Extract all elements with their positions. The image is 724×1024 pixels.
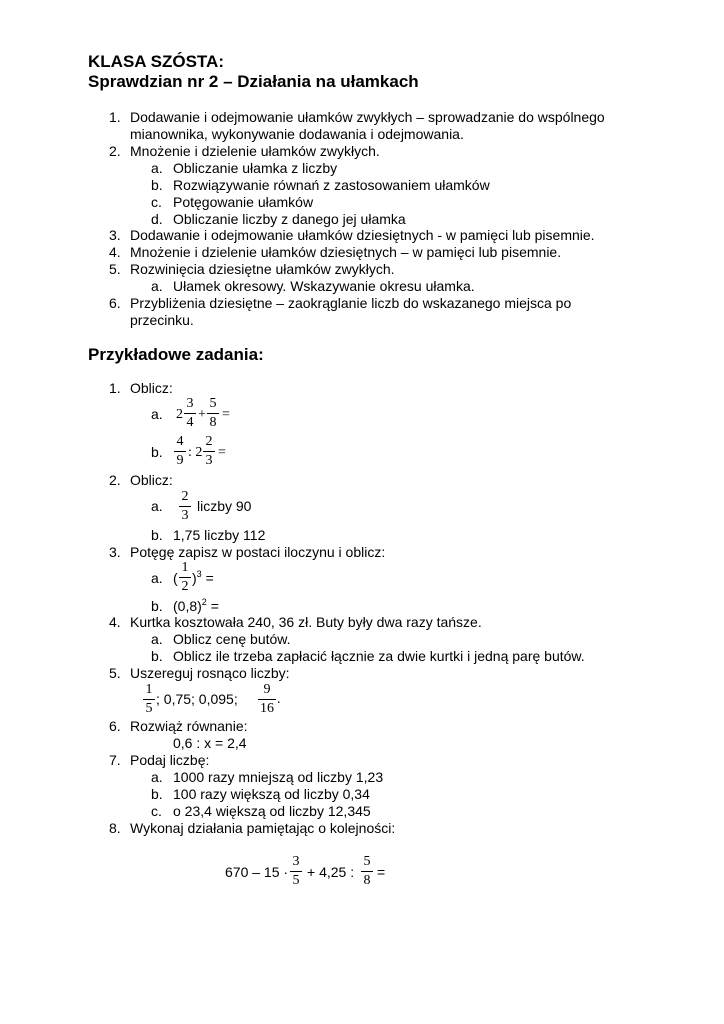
- expression-part: + 4,25 :: [307, 864, 355, 880]
- subtask-letter: b.: [151, 786, 163, 802]
- subtask-text: Oblicz ile trzeba zapłacić łącznie za dwie kurtki i jedną parę butów.: [173, 648, 585, 664]
- task-number: 7.: [109, 752, 121, 768]
- fraction: 5 8: [207, 397, 219, 431]
- fraction: 3 5: [290, 855, 302, 889]
- sublist-item: Ułamek okresowy. Wskazywanie okresu ułamka.: [173, 278, 475, 294]
- task-number: 6.: [109, 718, 121, 734]
- subtask-text: 100 razy większą od liczby 0,34: [173, 786, 370, 802]
- fraction: 3 4: [184, 397, 196, 431]
- power-expression: )$^3$ =: [192, 569, 214, 586]
- fraction: 5 8: [361, 855, 373, 889]
- subtask-letter: a.: [151, 631, 163, 647]
- equals: =: [218, 445, 226, 460]
- sublist-item: Potęgowanie ułamków: [173, 194, 314, 210]
- equals: =: [222, 407, 230, 422]
- sublist-letter: a.: [151, 160, 163, 176]
- list-number: 5.: [109, 261, 121, 277]
- operator: +: [198, 407, 206, 422]
- task-number: 3.: [109, 544, 121, 560]
- subtask-letter: a.: [151, 769, 163, 785]
- fraction: 2 3: [203, 435, 215, 469]
- task-text: Oblicz:: [130, 380, 173, 396]
- equation: 0,6 : x = 2,4: [173, 735, 247, 751]
- subtask-text: o 23,4 większą od liczby 12,345: [173, 803, 371, 819]
- fraction: 1 2: [179, 561, 191, 595]
- equals: =: [377, 864, 386, 880]
- task-number: 1.: [109, 380, 121, 396]
- subtask-text: Oblicz cenę butów.: [173, 631, 291, 647]
- task-text: 1,75 liczby 112: [173, 527, 266, 543]
- task-number: 4.: [109, 614, 121, 630]
- subtask-letter: b.: [151, 527, 163, 543]
- list-number: 6.: [109, 295, 121, 311]
- task-number: 5.: [109, 665, 121, 681]
- operator: : 2: [188, 445, 203, 460]
- list-item: Rozwinięcia dziesiętne ułamków zwykłych.: [130, 261, 395, 277]
- fraction: 9 16: [260, 682, 274, 716]
- power-expression: $(0,8)^2$ =: [173, 597, 219, 614]
- list-number: 3.: [109, 227, 121, 243]
- subtask-text: 1000 razy mniejszą od liczby 1,23: [173, 769, 384, 785]
- list-item-continuation: mianownika, wykonywanie dodawania i odejmowania.: [130, 126, 464, 142]
- list-number: 4.: [109, 244, 121, 260]
- task-number: 2.: [109, 472, 121, 488]
- test-title: Sprawdzian nr 2 – Działania na ułamkach: [88, 72, 419, 91]
- period: .: [277, 692, 281, 707]
- subtask-letter: a.: [151, 570, 163, 586]
- list-item: Przybliżenia dziesiętne – zaokrąglanie liczb do wskazanego miejsca po: [130, 295, 572, 311]
- list-item: Mnożenie i dzielenie ułamków zwykłych.: [130, 143, 380, 159]
- sublist-item: Obliczanie liczby z danego jej ułamka: [173, 211, 406, 227]
- task-text: Oblicz:: [130, 472, 173, 488]
- subtask-letter: b.: [151, 598, 163, 614]
- expression-part: 670 – 15 ·: [225, 864, 289, 880]
- task-text: Podaj liczbę:: [130, 752, 210, 768]
- task-text: Uszereguj rosnąco liczby:: [130, 665, 290, 681]
- sublist-letter: a.: [151, 278, 163, 294]
- sublist-item: Rozwiązywanie równań z zastosowaniem ułamków: [173, 177, 490, 193]
- task-text: Potęgę zapisz w postaci iloczynu i oblicz:: [130, 544, 386, 560]
- number-list: ; 0,75; 0,095;: [156, 691, 238, 707]
- task-text: Rozwiąż równanie:: [130, 718, 248, 734]
- list-item-continuation: przecinku.: [130, 312, 194, 328]
- subtask-letter: b.: [151, 444, 163, 460]
- whole-number: 2: [176, 407, 183, 422]
- task-number: 8.: [109, 820, 121, 836]
- sublist-letter: b.: [151, 177, 163, 193]
- sublist-item: Obliczanie ułamka z liczby: [173, 160, 338, 176]
- class-title: KLASA SZÓSTA:: [88, 52, 224, 71]
- list-item: Dodawanie i odejmowanie ułamków zwykłych – sprowadzanie do wspólnego: [130, 109, 605, 125]
- examples-heading: Przykładowe zadania:: [88, 345, 264, 364]
- subtask-letter: a.: [151, 406, 163, 422]
- paren-open: (: [173, 570, 178, 586]
- subtask-letter: b.: [151, 648, 163, 664]
- sublist-letter: c.: [151, 194, 162, 210]
- fraction: 4 9: [174, 435, 186, 469]
- list-item: Mnożenie i dzielenie ułamków dziesiętnych – w pamięci lub pisemnie.: [130, 244, 562, 260]
- task-text: liczby 90: [197, 498, 252, 514]
- sublist-letter: d.: [151, 211, 163, 227]
- list-number: 2.: [109, 143, 121, 159]
- fraction: 1 5: [143, 683, 155, 717]
- task-text: Kurtka kosztowała 240, 36 zł. Buty były dwa razy tańsze.: [130, 614, 482, 630]
- subtask-letter: c.: [151, 803, 162, 819]
- list-number: 1.: [109, 109, 121, 125]
- fraction: 2 3: [179, 490, 191, 524]
- subtask-letter: a.: [151, 498, 163, 514]
- task-text: Wykonaj działania pamiętając o kolejności:: [130, 820, 396, 836]
- list-item: Dodawanie i odejmowanie ułamków dziesiętnych - w pamięci lub pisemnie.: [130, 227, 595, 243]
